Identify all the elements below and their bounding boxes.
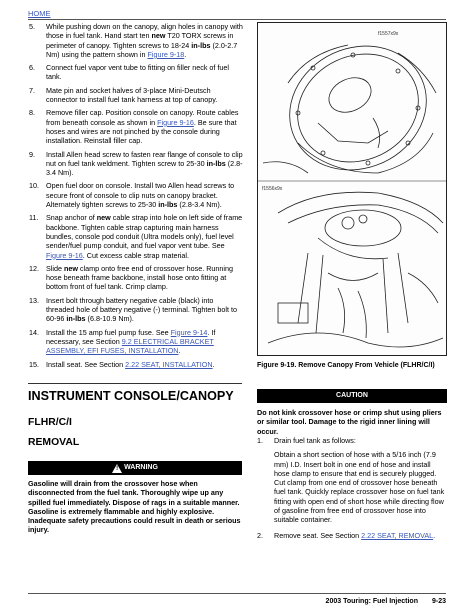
left-step bbox=[29, 213, 243, 259]
text-run: . Cut excess cable strap material. bbox=[82, 250, 190, 260]
emphasis-text: in-lbs bbox=[191, 40, 211, 50]
step-text bbox=[46, 296, 243, 324]
section-rule bbox=[28, 383, 242, 384]
emphasis-text: new bbox=[151, 31, 166, 41]
text-run: Insert bolt through battery negative cable (black) into threaded hole of battery negative (-) terminal. Tighten bolt to 60-96 bbox=[46, 295, 237, 324]
text-run: Obtain a short section of hose with a 5/16 inch (7.9 mm) I.D. Insert bolt in one end of hose and install hose clamp to ensure that end is securely plugged. Cut clamp from one end of crossover hose beneath fuel tank. Quickly replace crossover hose on fuel tank fitting with open end of short hose while directing flow of gasoline from free end of crossover hose into suitable container. bbox=[274, 450, 445, 525]
emphasis-text: in-lbs bbox=[66, 314, 86, 324]
text-run: Open fuel door on console. Install two Allen head screws to secure front of console to clip nuts on canopy bracket. Alternately tighten screws to 25-30 bbox=[46, 181, 235, 210]
step-text bbox=[46, 264, 243, 292]
step-number: 7. bbox=[29, 85, 35, 95]
warning-text: Gasoline will drain from the crossover hose when disconnected from the fuel tank. Thoroughly wipe up any spilled fuel immediately. Dispose of rags in a suitable manner. Gasoline is extremely flammable and highly explosive. Inadequate safety precautions could result in death or serious injury. bbox=[28, 479, 241, 535]
step-number: 9. bbox=[29, 149, 35, 159]
step-text bbox=[46, 150, 243, 178]
step-text bbox=[274, 436, 447, 445]
step-text bbox=[46, 181, 243, 209]
text-run: Snap anchor of bbox=[46, 213, 97, 223]
canopy-illustration bbox=[258, 23, 447, 356]
cross-reference-link[interactable]: Figure 9-14 bbox=[170, 327, 208, 337]
step-number: 6. bbox=[29, 63, 35, 73]
left-step bbox=[29, 328, 243, 356]
cross-reference-link[interactable]: 9.2 ELECTRICAL BRACKET ASSEMBLY, EFI FUSES, INSTALLATION bbox=[46, 336, 214, 356]
warning-triangle-icon: ! bbox=[112, 464, 122, 473]
text-run: (6.8-10.9 Nm). bbox=[85, 314, 134, 324]
step-number: 12. bbox=[29, 263, 39, 273]
figure-label-top: f1557x9x bbox=[378, 31, 399, 37]
caution-banner bbox=[257, 389, 447, 403]
right-step bbox=[257, 436, 447, 445]
step-number: 11. bbox=[29, 213, 39, 223]
figure-caption: Figure 9-19. Remove Canopy From Vehicle (FLHR/C/I) bbox=[257, 362, 435, 369]
text-run: Install seat. See Section bbox=[46, 359, 126, 369]
text-run: Remove seat. See Section bbox=[274, 530, 362, 540]
emphasis-text: in-lbs bbox=[158, 200, 178, 210]
text-run: . Be sure that hoses and wires are not pinched by the console during installation. Reinstall filler cap. bbox=[46, 117, 237, 146]
text-run: Mate pin and socket halves of 3-place Mini-Deutsch connector to install fuel tank harness at top of canopy. bbox=[46, 85, 218, 105]
footer-manual-title: 2003 Touring: Fuel Injection bbox=[325, 598, 418, 605]
left-step bbox=[29, 22, 243, 59]
figure-label-bottom: f1556x9x bbox=[262, 186, 283, 192]
cross-reference-link[interactable]: Figure 9-16 bbox=[157, 117, 194, 127]
text-run: Connect fuel vapor vent tube to fitting on filler neck of fuel tank. bbox=[46, 63, 229, 82]
text-run: cable strap into hole on left side of frame backbone. Tighten cable strap capturing main harness bundles, console pod conduit (Ultra models only), fuel level sender/fuel pump conduit, and fuel vapor vent tube. See bbox=[46, 213, 243, 251]
left-step bbox=[29, 181, 243, 209]
bottom-rule bbox=[28, 593, 446, 594]
step-number: 2. bbox=[257, 530, 263, 540]
step-text bbox=[46, 63, 243, 82]
right-steps-list bbox=[257, 436, 447, 545]
caution-label: CAUTION bbox=[336, 392, 368, 400]
warning-banner bbox=[28, 461, 242, 475]
warning-label: WARNING bbox=[124, 464, 158, 472]
step-number: 13. bbox=[29, 295, 39, 305]
emphasis-text: new bbox=[96, 213, 111, 223]
step-text bbox=[46, 108, 243, 145]
right-step-detail bbox=[257, 450, 447, 524]
step-number: 10. bbox=[29, 181, 39, 191]
text-run: Install the 15 amp fuel pump fuse. See bbox=[46, 327, 171, 337]
text-run: (2.8-3.4 Nm). bbox=[177, 200, 222, 210]
cross-reference-link[interactable]: 2.22 SEAT, REMOVAL bbox=[361, 530, 434, 540]
cross-reference-link[interactable]: Figure 9-16 bbox=[46, 250, 83, 260]
left-step bbox=[29, 296, 243, 324]
left-step bbox=[29, 63, 243, 82]
home-link[interactable]: HOME bbox=[28, 9, 51, 18]
text-run: (2.8-3.4 Nm). bbox=[46, 158, 243, 178]
left-step bbox=[29, 86, 243, 105]
left-step bbox=[29, 150, 243, 178]
footer-page-number: 9-23 bbox=[431, 598, 446, 605]
figure-9-19 bbox=[257, 22, 447, 356]
text-run: While pushing down on the canopy, align holes in canopy with those in fuel tank. Hand start ten bbox=[46, 22, 243, 41]
text-run: . bbox=[178, 346, 181, 356]
text-run: (2.0-2.7 Nm) using the pattern shown in bbox=[46, 40, 238, 59]
text-run: Drain fuel tank as follows: bbox=[274, 436, 356, 445]
text-run: clamp onto free end of crossover hose. Running hose beneath frame backbone, install hose onto fitting at bottom front of fuel tank. Crimp clamp. bbox=[46, 263, 233, 292]
step-number: 15. bbox=[29, 359, 39, 369]
text-run: . bbox=[184, 49, 187, 59]
text-run: . bbox=[433, 530, 436, 540]
step-text bbox=[46, 86, 243, 105]
left-steps-list bbox=[29, 22, 243, 373]
emphasis-text: new bbox=[63, 263, 78, 273]
left-step bbox=[29, 360, 243, 369]
cross-reference-link[interactable]: 2.22 SEAT, INSTALLATION bbox=[125, 359, 213, 369]
text-run: Install Allen head screw to fasten rear flange of console to clip nut on fuel tank weldment. Tighten screw to 25-30 bbox=[46, 149, 243, 168]
step-text bbox=[46, 360, 243, 369]
emphasis-text: in-lbs bbox=[206, 158, 226, 168]
text-run: . bbox=[212, 359, 215, 369]
left-step bbox=[29, 264, 243, 292]
caution-text: Do not kink crossover hose or crimp shut using pliers or similar tool. Damage to the rigid inner lining will occur. bbox=[257, 408, 442, 436]
text-run: Remove filler cap. Position console on canopy. Route cables from beneath console as shown in bbox=[46, 108, 239, 127]
page-footer bbox=[312, 597, 446, 606]
left-step bbox=[29, 108, 243, 145]
section-title: INSTRUMENT CONSOLE/CANOPY bbox=[28, 389, 234, 403]
text-run: Slide bbox=[46, 263, 64, 273]
step-number: 5. bbox=[29, 22, 35, 31]
step-number: 8. bbox=[29, 108, 35, 118]
step-text bbox=[274, 450, 447, 524]
step-number: 1. bbox=[257, 436, 263, 445]
top-rule bbox=[28, 19, 446, 20]
step-text bbox=[46, 213, 243, 259]
step-text bbox=[274, 531, 447, 540]
step-text bbox=[46, 22, 243, 59]
text-run: T20 TORX screws in perimeter of canopy. Tighten screws to 18-24 bbox=[46, 31, 234, 50]
text-run: . If necessary, see Section bbox=[46, 327, 216, 346]
step-number: 14. bbox=[29, 327, 39, 337]
model-heading: FLHR/C/I bbox=[28, 417, 72, 428]
removal-heading: REMOVAL bbox=[28, 437, 80, 448]
right-step bbox=[257, 531, 447, 540]
cross-reference-link[interactable]: Figure 9-18 bbox=[147, 49, 185, 59]
step-text bbox=[46, 328, 243, 356]
